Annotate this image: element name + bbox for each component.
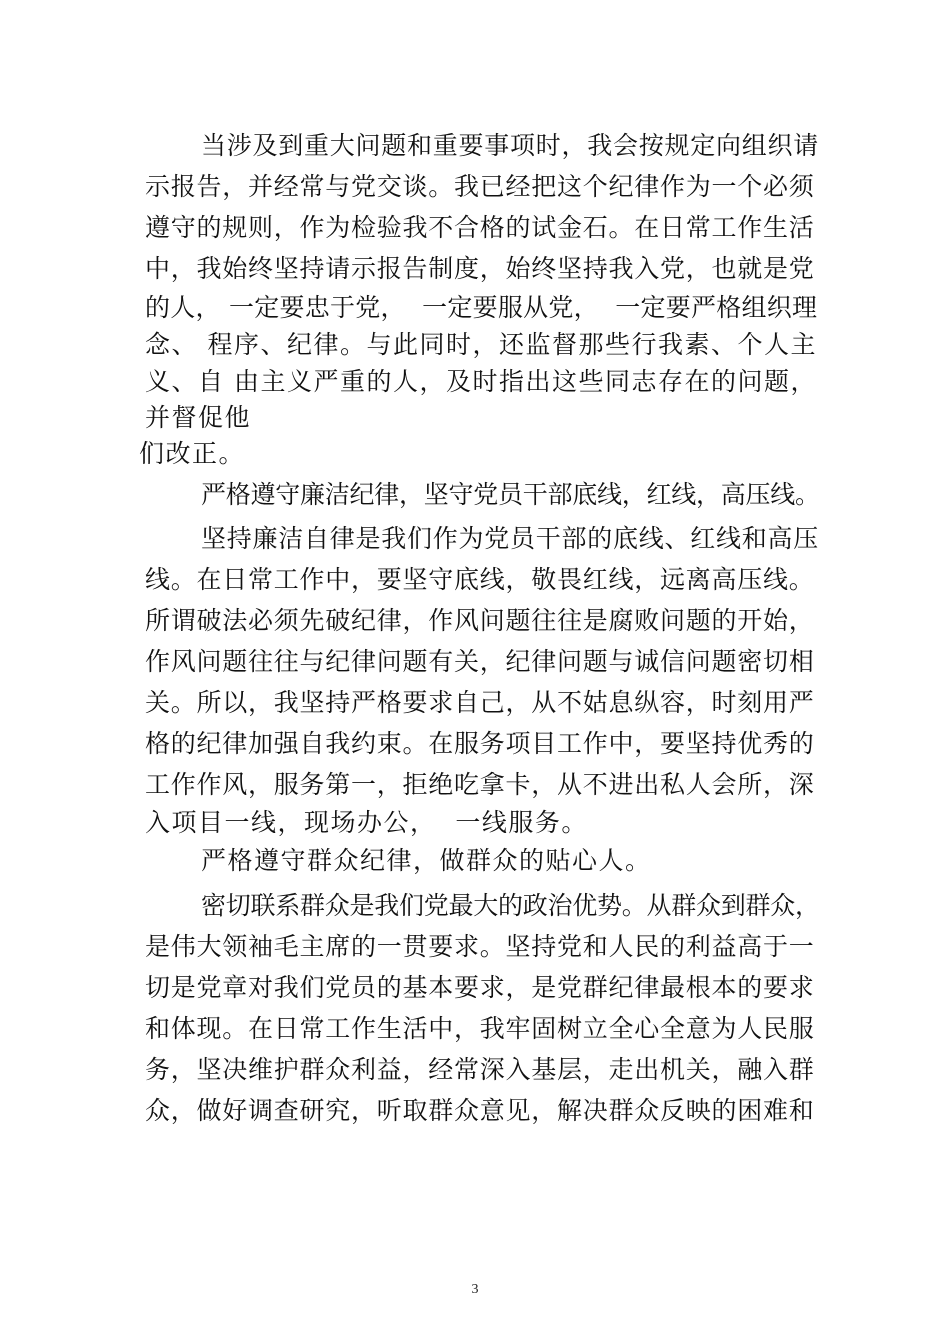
body-line: 遵守的规则，作为检验我不合格的试金石。在日常工作生活	[145, 213, 815, 242]
body-line: 和体现。在日常工作生活中，我牢固树立全心全意为人民服	[145, 1014, 815, 1043]
body-line: 的人， 一定要忠于党， 一定要服从党， 一定要严格组织理	[145, 293, 818, 322]
body-line: 切是党章对我们党员的基本要求，是党群纪律最根本的要求	[145, 973, 815, 1002]
body-line: 中，我始终坚持请示报告制度，始终坚持我入党，也就是党	[145, 254, 815, 283]
section-heading: 严格遵守群众纪律，做群众的贴心人。	[201, 846, 652, 875]
body-line: 格的纪律加强自我约束。在服务项目工作中，要坚持优秀的	[145, 729, 815, 758]
body-line: 义、自 由主义严重的人，及时指出这些同志存在的问题，	[145, 367, 817, 396]
body-line: 务，坚决维护群众利益，经常深入基层，走出机关，融入群	[145, 1055, 815, 1084]
body-line: 线。在日常工作中，要坚守底线，敬畏红线，远离高压线。	[145, 565, 815, 594]
body-line: 当涉及到重大问题和重要事项时，我会按规定向组织请	[201, 131, 820, 160]
body-line: 所谓破法必须先破纪律，作风问题往往是腐败问题的开始，	[145, 606, 815, 635]
page-number: 3	[471, 1282, 479, 1297]
body-line: 作风问题往往与纪律问题有关，纪律问题与诚信问题密切相	[145, 647, 815, 676]
body-line: 坚持廉洁自律是我们作为党员干部的底线、红线和高压	[201, 524, 820, 553]
body-line: 关。所以，我坚持严格要求自己，从不姑息纵容，时刻用严	[145, 688, 815, 717]
body-line: 入项目一线，现场办公， 一线服务。	[145, 808, 588, 837]
body-line: 念、 程序、纪律。与此同时，还监督那些行我素、个人主	[145, 330, 817, 359]
body-line: 并督促他	[145, 403, 252, 432]
section-heading: 严格遵守廉洁纪律，坚守党员干部底线，红线，高压线。	[201, 480, 820, 509]
body-line: 工作作风，服务第一，拒绝吃拿卡，从不进出私人会所，深	[145, 770, 815, 799]
body-line: 们改正。	[139, 439, 246, 468]
body-line: 是伟大领袖毛主席的一贯要求。坚持党和人民的利益高于一	[145, 932, 815, 961]
body-line: 众，做好调查研究，听取群众意见，解决群众反映的困难和	[145, 1096, 815, 1125]
body-line: 密切联系群众是我们党最大的政治优势。从群众到群众，	[201, 891, 820, 920]
body-line: 示报告，并经常与党交谈。我已经把这个纪律作为一个必须	[145, 172, 815, 201]
